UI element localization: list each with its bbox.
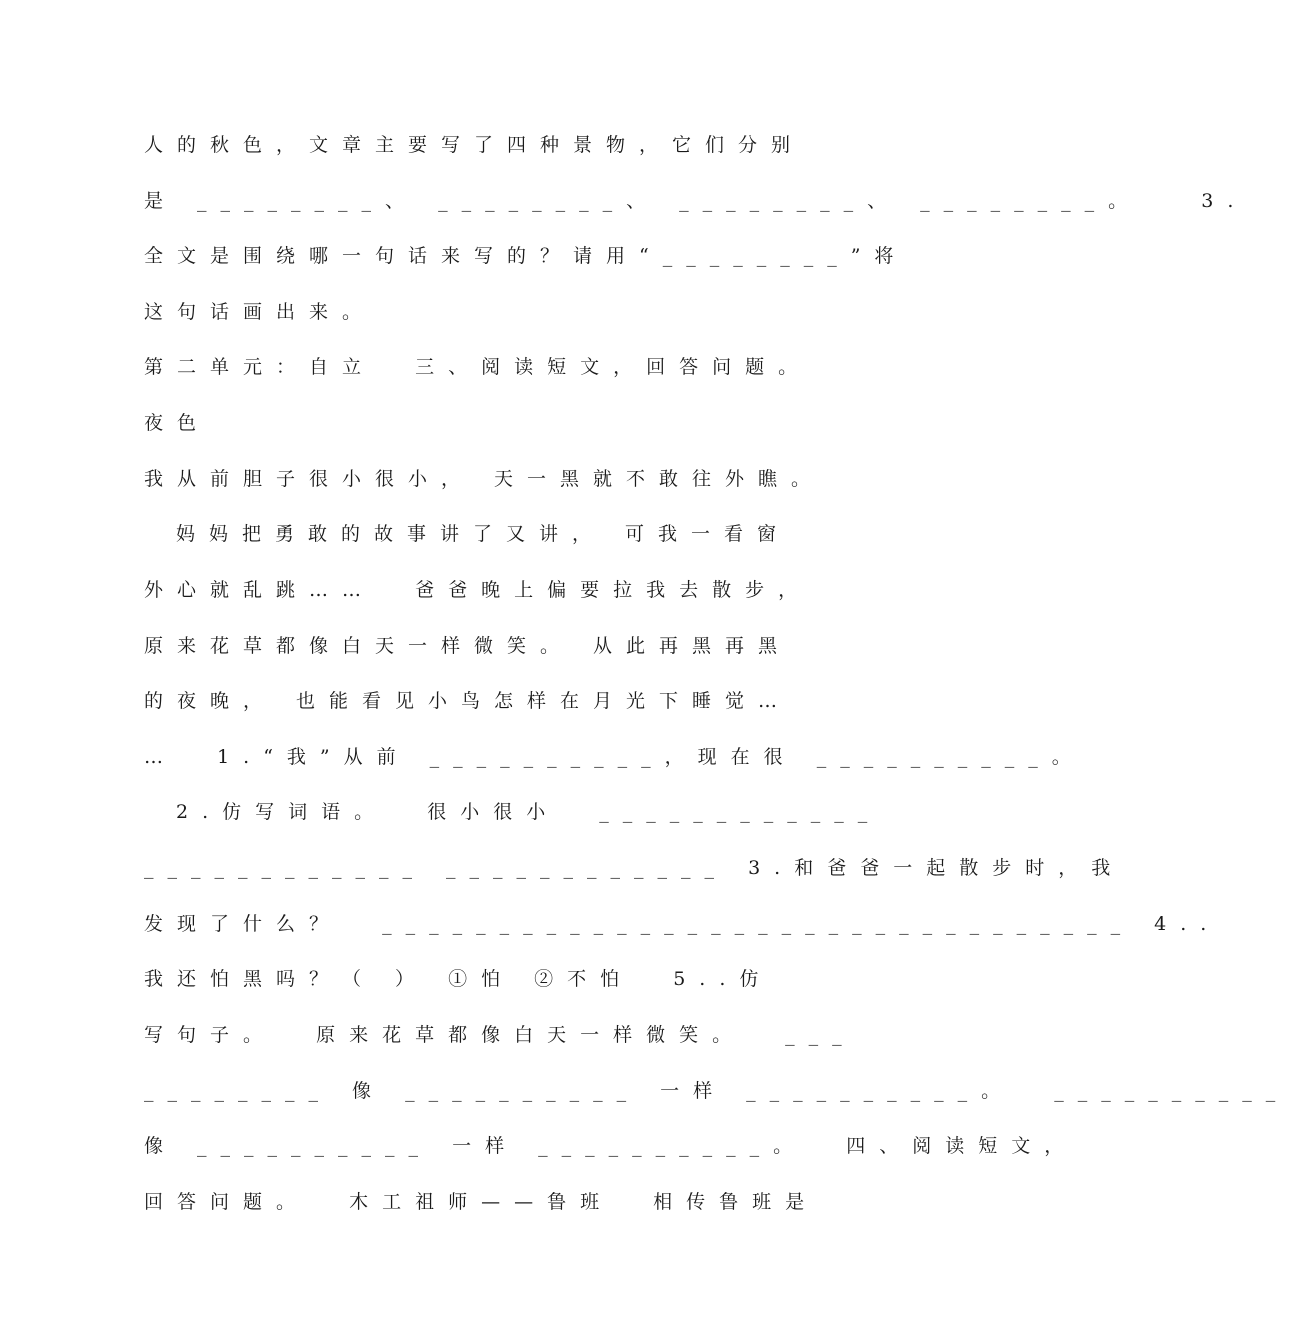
text-line: 我从前胆子很小很小， 天一黑就不敢往外瞧。 — [144, 468, 825, 490]
text-line: 第二单元：自立 三、阅读短文，回答问题。 — [144, 356, 812, 378]
text-line: 是 ________、 ________、 ________、 ________。 3. — [144, 190, 1248, 212]
text-line: 妈妈把勇敢的故事讲了又讲， 可我一看窗 — [176, 523, 791, 545]
text-line: 的夜晚， 也能看见小鸟怎样在月光下睡觉… — [144, 690, 792, 712]
text-line: 这句话画出来。 — [144, 301, 376, 323]
text-line: 全文是围绕哪一句话来写的？请用“________”将 — [144, 245, 908, 267]
text-line: 写句子。 原来花草都像白天一样微笑。 ___ — [144, 1024, 856, 1046]
text-line: 夜色 — [144, 412, 211, 434]
text-line: 像 __________ 一样 __________。 四、阅读短文， — [144, 1135, 1078, 1157]
text-line: 人的秋色，文章主要写了四种景物，它们分别 — [144, 134, 805, 156]
text-line: 回答问题。 木工祖师——鲁班 相传鲁班是 — [144, 1191, 819, 1213]
text-line: 我还怕黑吗？（ ） ①怕 ②不怕 5..仿 — [144, 968, 773, 990]
text-line: 2.仿写词语。 很小很小 ____________ — [176, 801, 882, 823]
text-line: 外心就乱跳…… 爸爸晚上偏要拉我去散步， — [144, 579, 812, 601]
text-line: ____________ ____________ 3.和爸爸一起散步时，我 — [144, 857, 1125, 879]
text-line: 发现了什么？ ________________________________ 4.. — [144, 913, 1221, 935]
text-line: ________ 像 __________ 一样 __________。 __________ — [144, 1080, 1289, 1102]
text-line: … 1.“我”从前 __________，现在很 __________。 — [144, 746, 1085, 768]
text-line: 原来花草都像白天一样微笑。 从此再黑再黑 — [144, 635, 792, 657]
